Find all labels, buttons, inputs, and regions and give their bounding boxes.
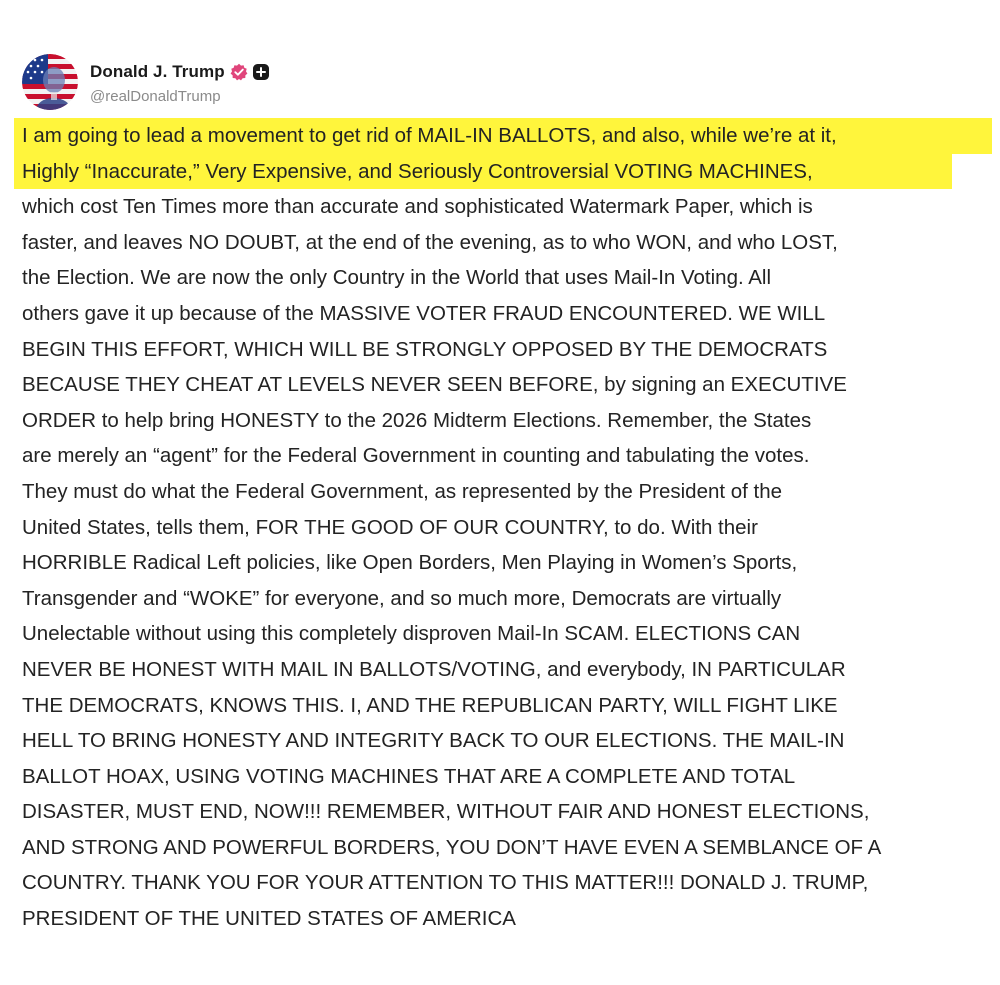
post-line: BECAUSE THEY CHEAT AT LEVELS NEVER SEEN BEFORE, by signing an EXECUTIVE <box>22 373 847 397</box>
post-line: which cost Ten Times more than accurate and sophisticated Watermark Paper, which is <box>22 195 813 219</box>
post-line: others gave it up because of the MASSIVE VOTER FRAUD ENCOUNTERED. WE WILL <box>22 301 826 325</box>
post-line-highlighted: I am going to lead a movement to get rid of MAIL-IN BALLOTS, and also, while we’re at it, <box>14 118 992 154</box>
post-line: BEGIN THIS EFFORT, WHICH WILL BE STRONGLY OPPOSED BY THE DEMOCRATS <box>22 337 828 361</box>
post-line: DISASTER, MUST END, NOW!!! REMEMBER, WITHOUT FAIR AND HONEST ELECTIONS, <box>22 800 870 824</box>
post-line: the Election. We are now the only Country in the World that uses Mail-In Voting. All <box>22 266 772 290</box>
post-line: PRESIDENT OF THE UNITED STATES OF AMERICA <box>22 907 516 931</box>
post-line: BALLOT HOAX, USING VOTING MACHINES THAT ARE A COMPLETE AND TOTAL <box>22 764 796 788</box>
name-row <box>90 59 270 85</box>
author-identity <box>90 59 270 105</box>
follow-plus-icon[interactable] <box>252 63 270 81</box>
post-line: NEVER BE HONEST WITH MAIL IN BALLOTS/VOTING, and everybody, IN PARTICULAR <box>22 657 846 681</box>
avatar[interactable] <box>22 54 78 110</box>
post-line: ORDER to help bring HONESTY to the 2026 Midterm Elections. Remember, the States <box>22 408 812 432</box>
user-handle[interactable]: @realDonaldTrump <box>90 88 221 105</box>
post-line: Transgender and “WOKE” for everyone, and so much more, Democrats are virtually <box>22 586 782 610</box>
post-body <box>22 118 992 937</box>
post-header <box>22 52 270 112</box>
post-line: are merely an “agent” for the Federal Government in counting and tabulating the votes. <box>22 444 810 468</box>
post-line: faster, and leaves NO DOUBT, at the end of the evening, as to who WON, and who LOST, <box>22 230 838 254</box>
post-line: AND STRONG AND POWERFUL BORDERS, YOU DON’T HAVE EVEN A SEMBLANCE OF A <box>22 835 882 859</box>
display-name[interactable]: Donald J. Trump <box>90 62 225 81</box>
post-line: They must do what the Federal Government, as represented by the President of the <box>22 479 783 503</box>
verified-badge-icon <box>230 63 248 81</box>
post-line: United States, tells them, FOR THE GOOD OF OUR COUNTRY, to do. With their <box>22 515 758 539</box>
post-line: THE DEMOCRATS, KNOWS THIS. I, AND THE REPUBLICAN PARTY, WILL FIGHT LIKE <box>22 693 838 717</box>
avatar-flag-portrait-icon <box>22 54 78 110</box>
post-line: HELL TO BRING HONESTY AND INTEGRITY BACK TO OUR ELECTIONS. THE MAIL-IN <box>22 729 845 753</box>
post-line: COUNTRY. THANK YOU FOR YOUR ATTENTION TO THIS MATTER!!! DONALD J. TRUMP, <box>22 871 869 895</box>
post-line-highlighted: Highly “Inaccurate,” Very Expensive, and Seriously Controversial VOTING MACHINES, <box>14 154 952 190</box>
post-line: Unelectable without using this completely disproven Mail-In SCAM. ELECTIONS CAN <box>22 622 801 646</box>
post-line: HORRIBLE Radical Left policies, like Open Borders, Men Playing in Women’s Sports, <box>22 551 798 575</box>
